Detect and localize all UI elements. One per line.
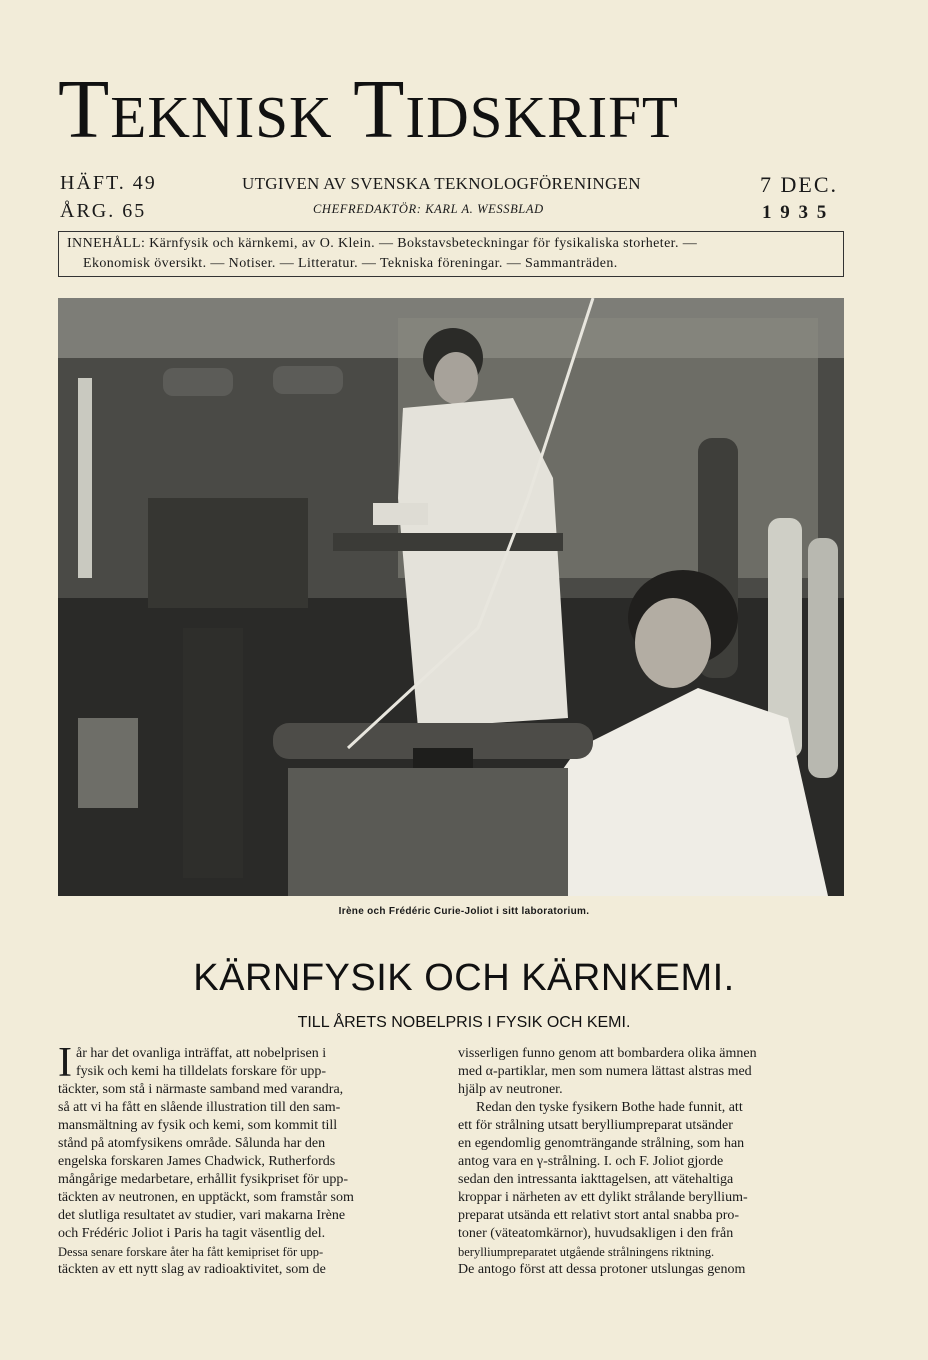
masthead-title: Teknisk Tidskrift [58,63,679,156]
col2-line: antog vara en γ-strålning. I. och F. Joliot gjorde [458,1154,724,1169]
contents-box [58,231,844,277]
issue-date: 7 DEC. [760,172,838,197]
col1-line: och Frédéric Joliot i Paris ha tagit väsentlig del. [58,1226,326,1241]
col1-line: mångårige medarbetare, erhållit fysikpriset för upp- [58,1172,348,1187]
col2-line: toner (väteatomkärnor), huvudsakligen i den från [458,1226,734,1241]
contents-line-1: INNEHÅLL: Kärnfysik och kärnkemi, av O. Klein. — Bokstavsbeteckningar för fysikaliska storheter. — [67,236,698,251]
col1-line: mansmältning av fysik och kemi, som kommit till [58,1118,338,1133]
col1-line: år har det ovanliga inträffat, att nobelprisen i [76,1046,327,1061]
photo-caption: Irène och Frédéric Curie-Joliot i sitt laboratorium. [338,906,590,917]
col2-line: De antogo först att dessa protoner utslungas genom [458,1262,746,1277]
volume-number: ÅRG. 65 [60,200,147,222]
article-title: KÄRNFYSIK OCH KÄRNKEMI. [193,957,735,999]
issue-year: 1 9 3 5 [762,202,829,223]
col1-line: det slutliga resultatet av studier, vari makarna Irène [58,1208,346,1223]
col1-line: engelska forskaren James Chadwick, Rutherfords [58,1154,336,1169]
col1-line: Dessa senare forskare åter ha fått kemipriset för upp- [58,1245,324,1259]
contents-line-2: Ekonomisk översikt. — Notiser. — Litteratur. — Tekniska föreningar. — Sammanträden. [83,256,618,271]
drop-cap: I [58,1040,72,1086]
col2-line: kroppar i närheten av ett dylikt strålande beryllium- [458,1190,748,1205]
editor-line: CHEFREDAKTÖR: KARL A. WESSBLAD [313,202,544,216]
col1-line: täckten av ett nytt slag av radioaktivitet, som de [58,1262,326,1277]
col2-line: sedan den intressanta iakttagelsen, att vätehaltiga [458,1172,734,1187]
col1-line: stånd på atomfysikens område. Sålunda har den [58,1136,326,1151]
col2-line: en egendomlig genomträngande strålning, som han [458,1136,745,1151]
col2-line: hjälp av neutroner. [458,1082,563,1097]
col2-line: visserligen funno genom att bombardera olika ämnen [458,1046,757,1061]
col1-line: så att vi ha fått en slående illustration till den sam- [58,1100,341,1115]
col1-line: fysik och kemi ha tilldelats forskare för upp- [76,1064,326,1079]
col1-line: täckten av neutronen, en upptäckt, som framstår som [58,1190,354,1205]
laboratory-photo-illustration [58,298,844,896]
col2-line: preparat utsända ett relativt stort antal snabba pro- [458,1208,740,1223]
article-subtitle: TILL ÅRETS NOBELPRIS I FYSIK OCH KEMI. [297,1014,631,1031]
col2-line: ett för strålning utsatt berylliumpreparat utsänder [458,1118,733,1133]
issue-number: HÄFT. 49 [60,172,157,194]
article-column-1 [58,1040,444,1279]
col2-line: Redan den tyske fysikern Bothe hade funnit, att [476,1100,743,1115]
col2-line: med α-partiklar, men som numera lättast alstras med [458,1064,752,1079]
publisher-line: UTGIVEN AV SVENSKA TEKNOLOGFÖRENINGEN [242,174,641,193]
article-column-2 [458,1045,844,1279]
col1-line: täckter, som stå i närmaste samband med varandra, [58,1082,344,1097]
laboratory-photo [58,298,844,896]
col2-line: berylliumpreparatet utgående strålningens riktning. [458,1245,715,1259]
